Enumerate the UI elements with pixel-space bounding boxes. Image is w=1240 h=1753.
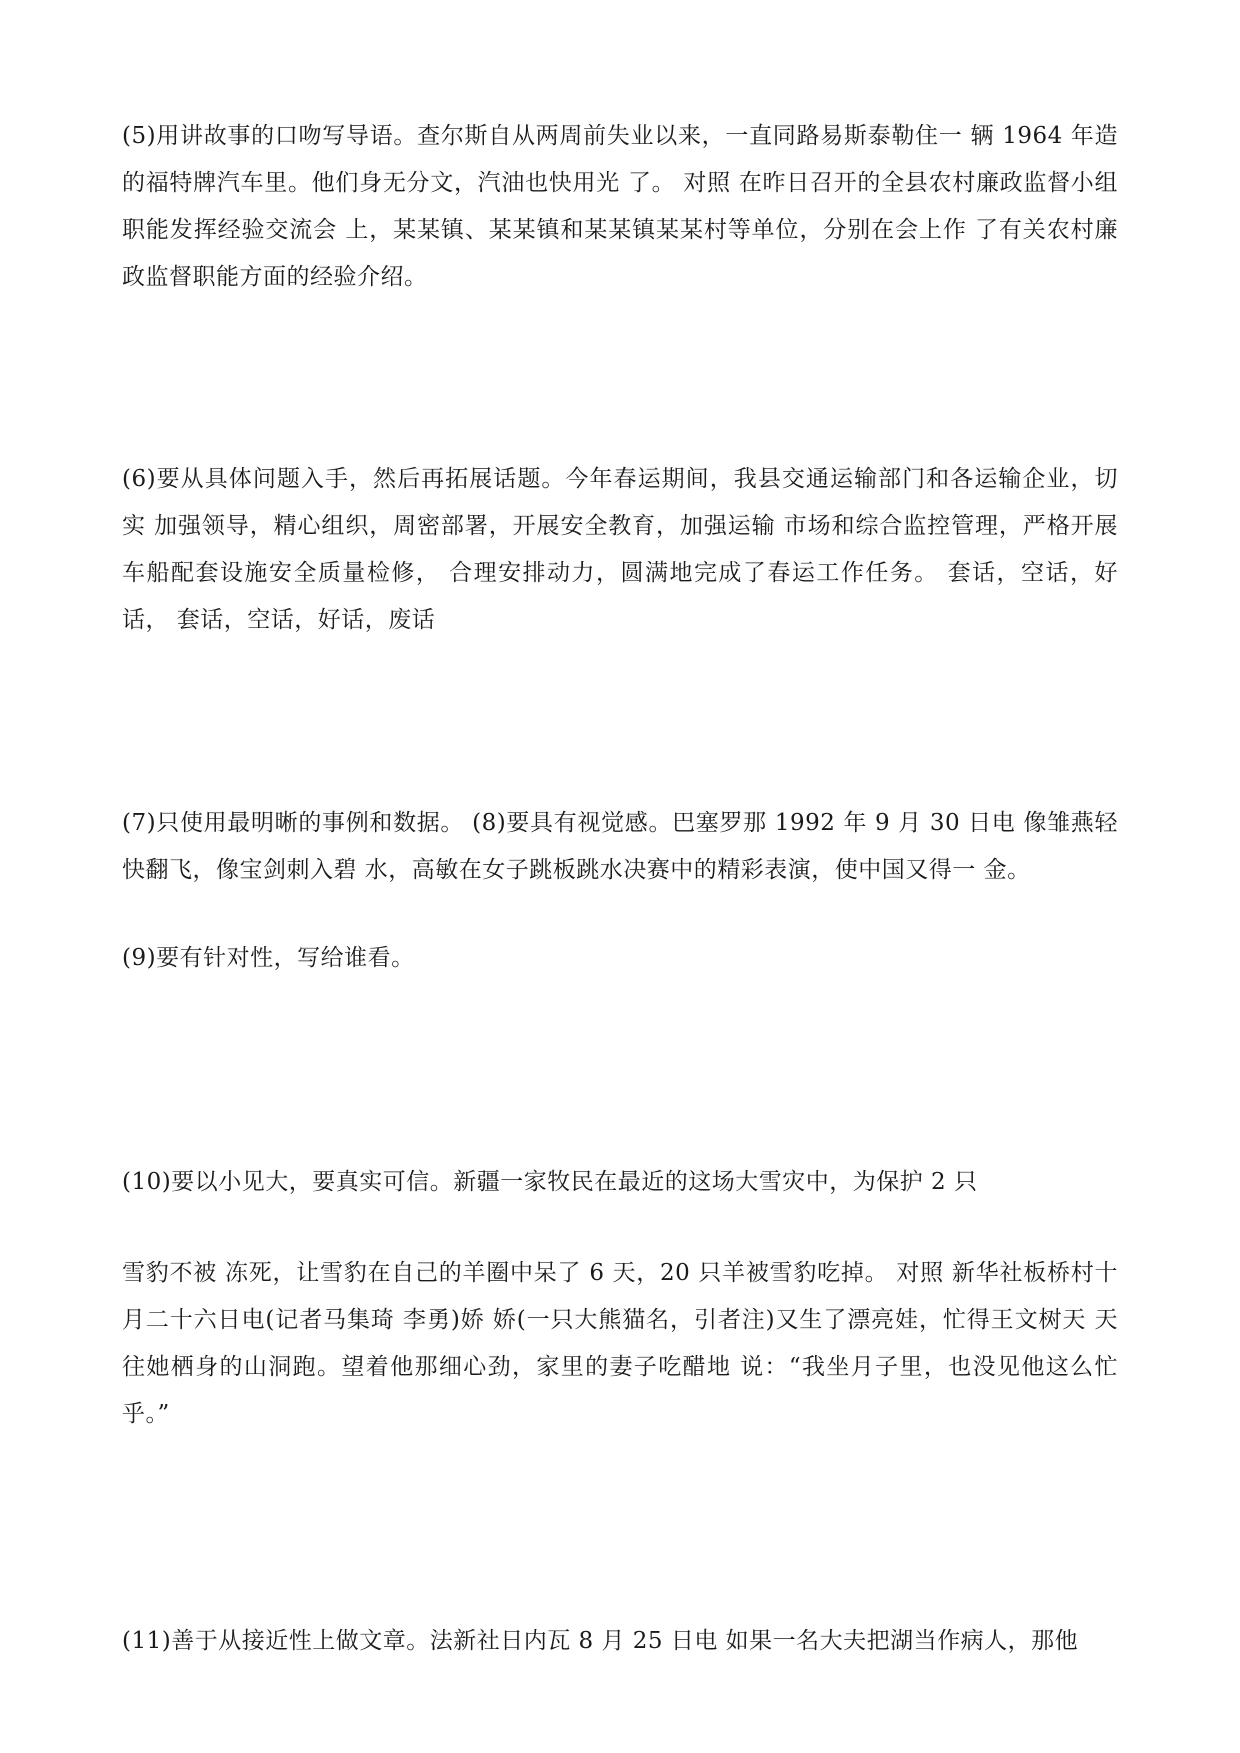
paragraph-10: (10)要以小见大，要真实可信。新疆一家牧民在最近的这场大雪灾中，为保护 2 只 [122,1169,978,1195]
paragraph-10-continued: 雪豹不被 冻死，让雪豹在自己的羊圈中呆了 6 天，20 只羊被雪豹吃掉。 对照 新华社板桥村十月二十六日电(记者马集琦 李勇)娇 娇(一只大熊猫名，引者注)又生了漂亮娃，忙得王文树天 天往她栖身的山洞跑。望着他那细心劲，家里的妻子吃醋地 说：“我坐月子里，也没见他这么忙乎。” [122,1260,1118,1427]
paragraph-6: (6)要从具体问题入手，然后再拓展话题。今年春运期间，我县交通运输部门和各运输企业，切实 加强领导，精心组织，周密部署，开展安全教育，加强运输 市场和综合监控管理，严格开展车船配套设施安全质量检修， 合理安排动力，圆满地完成了春运工作任务。 套话，空话，好话， 套话，空话，好话，废话 [122,466,1118,633]
paragraph-5: (5)用讲故事的口吻写导语。查尔斯自从两周前失业以来，一直同路易斯泰勒住一 辆 1964 年造的福特牌汽车里。他们身无分文，汽油也快用光 了。 对照 在昨日召开的全县农村廉政监督小组职能发挥经验交流会 上，某某镇、某某镇和某某镇某某村等单位，分别在会上作 了有关农村廉政监督职能方面的经验介绍。 [122,123,1118,290]
paragraph-9: (9)要有针对性，写给谁看。 [122,945,415,971]
paragraph-7-8: (7)只使用最明晰的事例和数据。 (8)要具有视觉感。巴塞罗那 1992 年 9 月 30 日电 像雏燕轻快翻飞，像宝剑刺入碧 水，高敏在女子跳板跳水决赛中的精彩表演，使中国又得一 金。 [122,810,1118,883]
paragraph-11: (11)善于从接近性上做文章。法新社日内瓦 8 月 25 日电 如果一名大夫把湖当作病人，那他 [122,1628,1079,1654]
